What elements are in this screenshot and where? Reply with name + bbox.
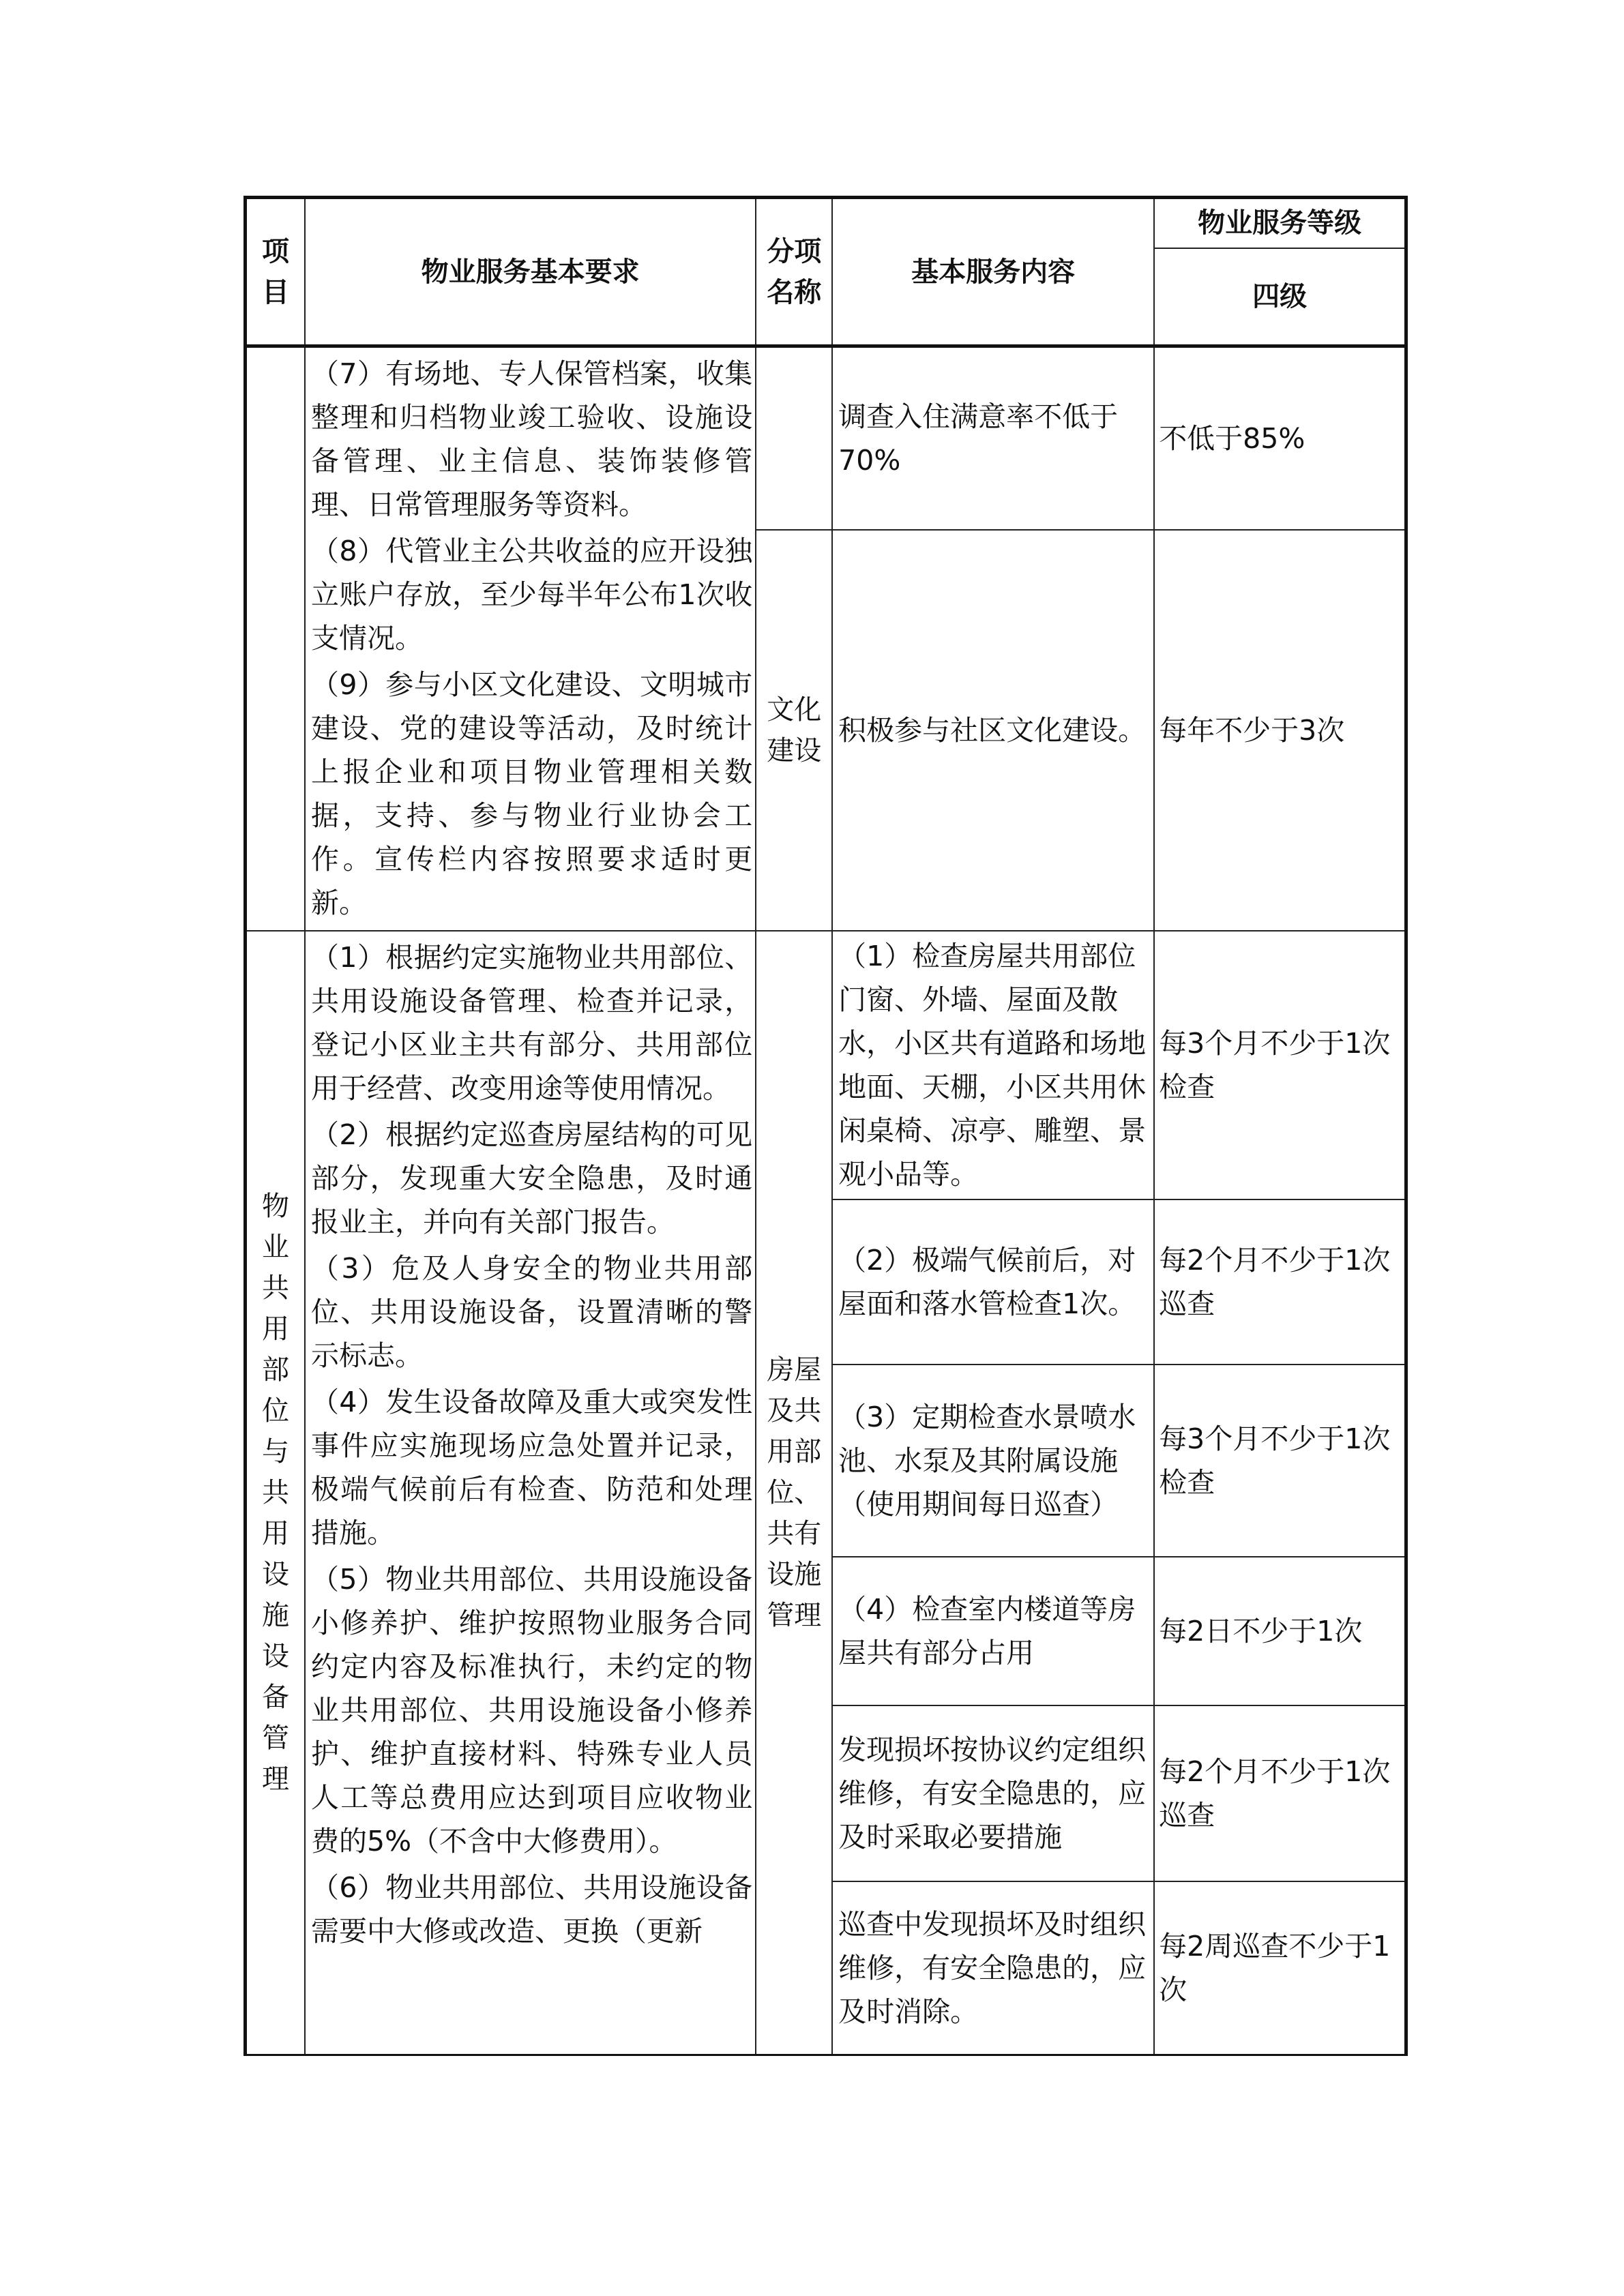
section2-content-cell: （3）定期检查水景喷水池、水泵及其附属设施（使用期间每日巡查） [832, 1365, 1154, 1557]
section2-content-cell: 巡查中发现损坏及时组织维修，有安全隐患的，应及时消除。 [832, 1881, 1154, 2055]
service-standard-table [243, 196, 1408, 2056]
section1-project-cell [246, 346, 305, 931]
section1-sub-cell [756, 346, 832, 531]
header-grade-group: 物业服务等级 [1154, 198, 1406, 248]
section2-sub-cell: 房屋及共用部位、共有设施管理 [756, 931, 832, 2055]
header-project: 项目 [246, 198, 305, 346]
requirement-item: （6）物业共用部位、共用设施设备需要中大修或改造、更换（更新 [310, 1871, 753, 1948]
section2-level-cell: 每3个月不少于1次检查 [1154, 1365, 1406, 1557]
section2-level-cell: 每2日不少于1次 [1154, 1557, 1406, 1705]
header-content: 基本服务内容 [832, 198, 1154, 346]
requirement-item: （1）根据约定实施物业共用部位、共用设施设备管理、检查并记录，登记小区业主共有部分、共用部位用于经营、改变用途等使用情况。 [310, 941, 753, 1105]
requirement-item: （9）参与小区文化建设、文明城市建设、党的建设等活动，及时统计上报企业和项目物业管理相关数据，支持、参与物业行业协会工作。宣传栏内容按照要求适时更新。 [310, 668, 753, 919]
header-sub-item: 分项名称 [756, 198, 832, 346]
section2-content-cell: （1）检查房屋共用部位门窗、外墙、屋面及散水，小区共有道路和场地地面、天棚，小区共用休闲桌椅、凉亭、雕塑、景观小品等。 [832, 931, 1154, 1199]
requirement-item: （2）根据约定巡查房屋结构的可见部分，发现重大安全隐患，及时通报业主，并向有关部门报告。 [310, 1118, 753, 1238]
section2-requirements-cell [305, 931, 756, 2055]
section2-level-cell: 每2个月不少于1次巡查 [1154, 1199, 1406, 1365]
section1-sub-cell: 文化建设 [756, 530, 832, 931]
section2-level-cell: 每3个月不少于1次检查 [1154, 931, 1406, 1199]
requirement-item: （7）有场地、专人保管档案，收集整理和归档物业竣工验收、设施设备管理、业主信息、装饰装修管理、日常管理服务等资料。 [310, 357, 753, 521]
section2-content-cell: 发现损坏按协议约定组织维修，有安全隐患的，应及时采取必要措施 [832, 1705, 1154, 1881]
section2-content-cell: （4）检查室内楼道等房屋共有部分占用 [832, 1557, 1154, 1705]
section1-content-cell: 调查入住满意率不低于70% [832, 346, 1154, 531]
section2-level-cell: 每2个月不少于1次巡查 [1154, 1705, 1406, 1881]
section1-level-cell: 每年不少于3次 [1154, 530, 1406, 931]
header-level: 四级 [1154, 248, 1406, 346]
requirement-item: （4）发生设备故障及重大或突发性事件应实施现场应急处置并记录，极端气候前后有检查、防范和处理措施。 [310, 1386, 753, 1549]
requirement-item: （8）代管业主公共收益的应开设独立账户存放，至少每半年公布1次收支情况。 [310, 535, 753, 655]
section2-level-cell: 每2周巡查不少于1次 [1154, 1881, 1406, 2055]
requirement-item: （5）物业共用部位、共用设施设备小修养护、维护按照物业服务合同约定内容及标准执行，未约定的物业共用部位、共用设施设备小修养护、维护直接材料、特殊专业人员人工等总费用应达到项目应收物业费的5%（不含中大修费用）。 [310, 1563, 753, 1858]
section1-content-cell: 积极参与社区文化建设。 [832, 530, 1154, 931]
section2-content-cell: （2）极端气候前后，对屋面和落水管检查1次。 [832, 1199, 1154, 1365]
section1-level-cell: 不低于85% [1154, 346, 1406, 531]
section1-requirements-cell [305, 346, 756, 931]
section2-project-cell: 物业共用部位与共用设施设备管理 [246, 931, 305, 2055]
header-requirements: 物业服务基本要求 [305, 198, 756, 346]
requirement-item: （3）危及人身安全的物业共用部位、共用设施设备，设置清晰的警示标志。 [310, 1252, 753, 1372]
